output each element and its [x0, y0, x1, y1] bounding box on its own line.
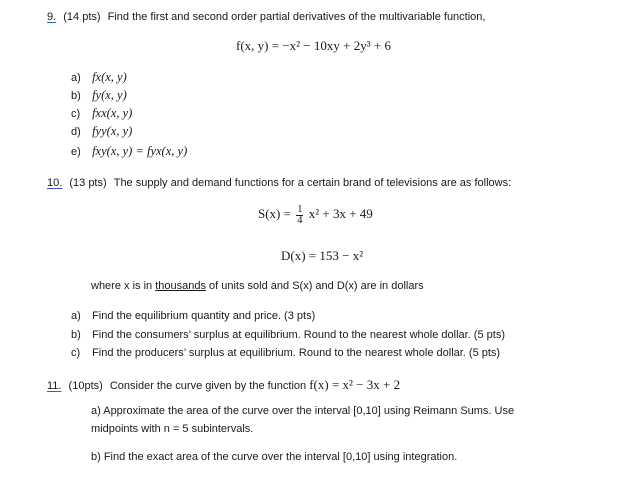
q10-note-pre: where x is in [91, 280, 156, 292]
q10-supply-frac-num: 1 [297, 203, 303, 215]
q9-part-a-label: a) [71, 72, 81, 84]
q9-prompt: Find the first and second order partial derivatives of the multivariable function, [107, 11, 486, 23]
q9-part-c-expr: fxx(x, y) [92, 106, 133, 120]
q9-header [47, 11, 485, 23]
q9-part-b [71, 88, 127, 103]
q10-number: 10. [47, 177, 63, 189]
q10-supply-function [258, 204, 373, 226]
q10-supply-lhs: S(x) = [258, 206, 291, 221]
q10-part-b-text: Find the consumers’ surplus at equilibrium. Round to the nearest whole dollar. (5 pts) [92, 329, 505, 341]
q10-note [91, 280, 424, 292]
q10-supply-rhs: x² + 3x + 49 [308, 206, 373, 221]
q9-part-d-label: d) [71, 126, 81, 138]
q11-part-a-line1: a) Approximate the area of the curve over the interval [0,10] using Reimann Sums. Use [91, 405, 515, 417]
q10-part-c-label: c) [71, 347, 81, 359]
q9-part-b-label: b) [71, 90, 81, 102]
q11-part-a-line2: midpoints with n = 5 subintervals. [91, 423, 254, 435]
q9-part-c-label: c) [71, 108, 81, 120]
q10-part-a-text: Find the equilibrium quantity and price. (3 pts) [92, 310, 316, 322]
q9-function: f(x, y) = −x² − 10xy + 2y³ + 6 [236, 38, 391, 53]
q10-part-a-label: a) [71, 310, 81, 322]
q10-supply-fraction [296, 205, 303, 226]
q9-part-d-expr: fyy(x, y) [92, 124, 133, 138]
q10-prompt: The supply and demand functions for a certain brand of televisions are as follows: [113, 177, 512, 189]
q9-part-e-expr: fxy(x, y) = fyx(x, y) [92, 144, 188, 158]
q9-part-a [71, 70, 127, 85]
q10-note-underlined: thousands [155, 280, 206, 292]
q10-part-c [71, 347, 500, 359]
q9-points: (14 pts) [63, 11, 101, 23]
q10-note-post: of units sold and S(x) and D(x) are in dollars [205, 280, 424, 292]
q11-part-b: b) Find the exact area of the curve over the interval [0,10] using integration. [91, 451, 458, 463]
q10-supply-frac-den: 4 [297, 214, 303, 226]
q9-number: 9. [47, 11, 57, 23]
q9-part-c [71, 106, 132, 121]
q11-prompt: Consider the curve given by the function [109, 380, 310, 392]
q9-part-e [71, 144, 187, 159]
q10-points: (13 pts) [69, 177, 107, 189]
q11-number: 11. [47, 380, 62, 392]
q9-part-d [71, 124, 132, 139]
q11-points: (10pts) [68, 380, 103, 392]
q10-header [47, 177, 511, 189]
q9-part-b-expr: fy(x, y) [92, 88, 127, 102]
q10-part-c-text: Find the producers’ surplus at equilibrium. Round to the nearest whole dollar. (5 pts) [92, 347, 501, 359]
q11-function: f(x) = x² − 3x + 2 [309, 377, 401, 392]
q10-part-b-label: b) [71, 329, 81, 341]
q9-part-e-label: e) [71, 146, 81, 158]
q10-part-b [71, 329, 505, 341]
q11-header [47, 377, 400, 393]
q10-demand-function: D(x) = 153 − x² [281, 248, 364, 263]
q10-part-a [71, 310, 315, 322]
q9-part-a-expr: fx(x, y) [92, 70, 127, 84]
